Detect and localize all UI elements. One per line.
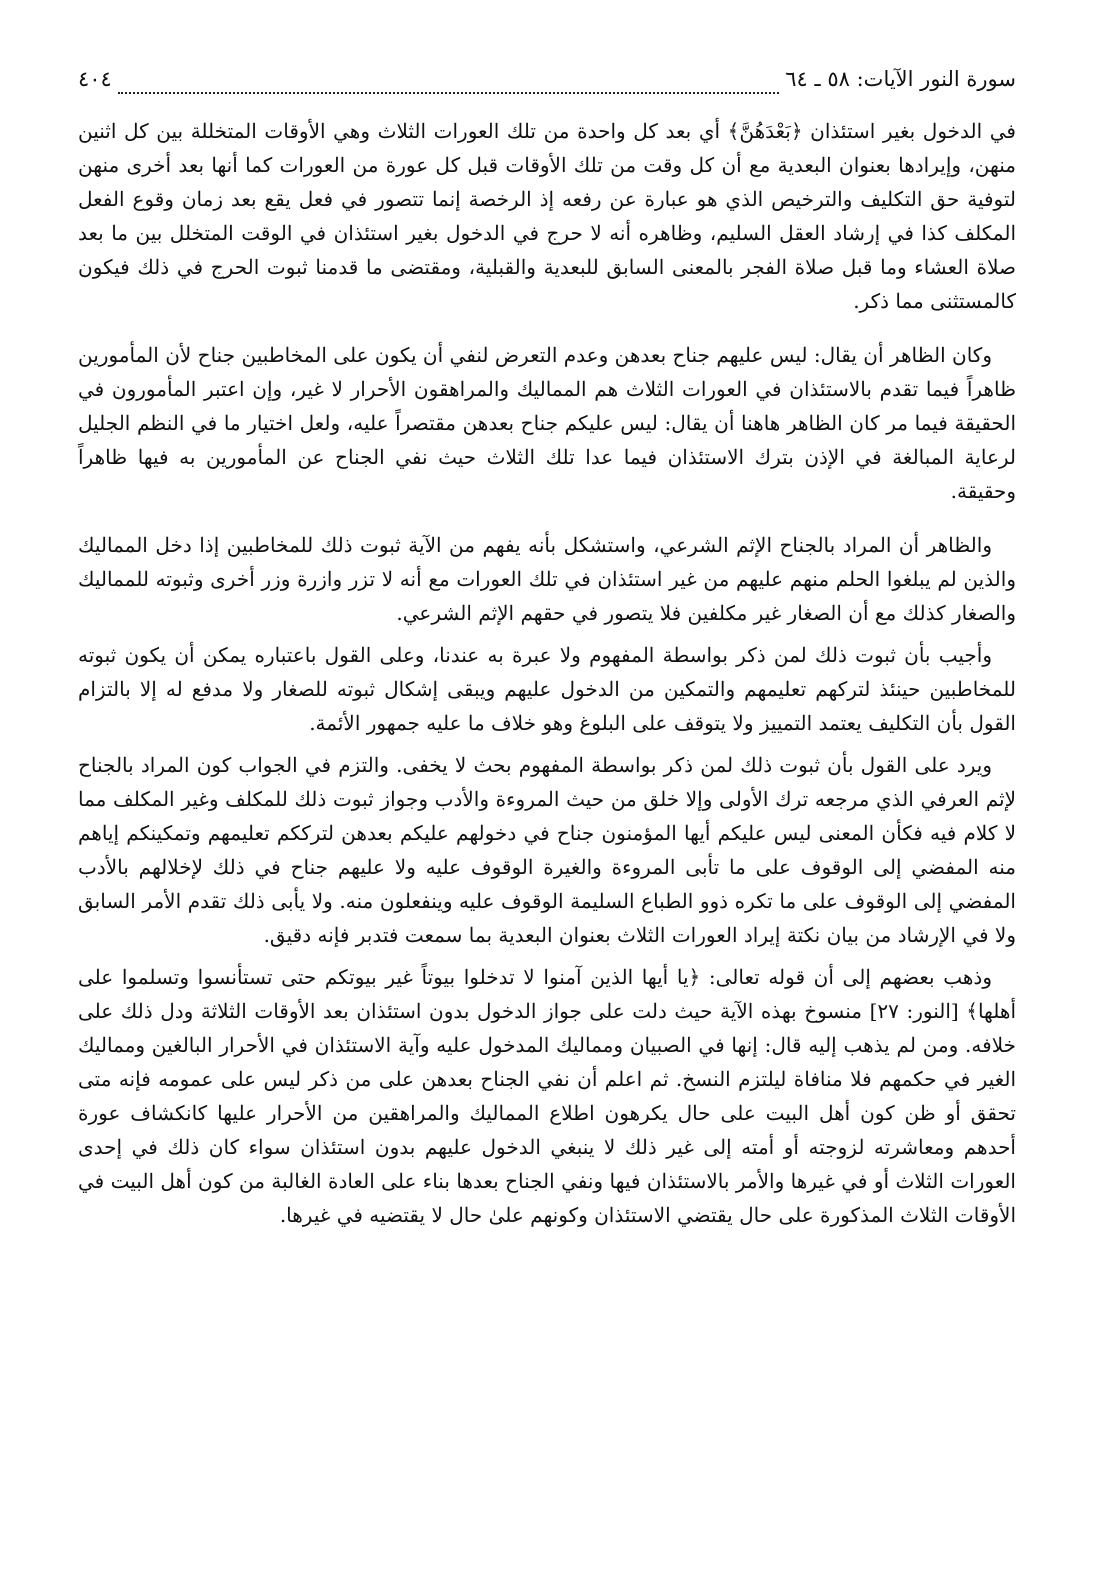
paragraph-1: في الدخول بغير استئذان ﴿بَعْدَهُنَّ﴾ أي بعد كل واحدة من تلك العورات الثلاث وهي الأوقات المتخللة بين كل اثنين منهن، وإيرادها بعنوان البعدية مع أن كل وقت من تلك الأوقات قبل كل عورة من العورات كما أنها بعد أخرى منهن لتوفية حق التكليف والترخيص الذي هو عبارة عن رفعه إذ الرخصة إنما تتصور في فعل يقع بعد زمان وقوع الفعل المكلف كذا في إرشاد العقل السليم، وظاهره أنه لا حرج في الدخول بغير استئذان في الوقت المتخلل بين ما بعد صلاة العشاء وما قبل صلاة الفجر بالمعنى السابق للبعدية والقبلية، ومقتضى ما قدمنا ثبوت الحرج في ذلك فيكون كالمستثنى مما ذكر. (78, 119, 1016, 313)
header-leader (78, 64, 785, 94)
book-page (78, 64, 1016, 1232)
running-title: سورة النور الآيات: ٥٨ ـ ٦٤ (785, 67, 1016, 91)
paragraph-5: ويرد على القول بأن ثبوت ذلك لمن ذكر بواسطة المفهوم بحث لا يخفى. والتزم في الجواب كون المراد بالجناح لإثم العرفي الذي مرجعه ترك الأولى وإلا خلق من حيث المروءة والأدب وجواز ثبوت ذلك للمكلف وغير المكلف مما لا كلام فيه فكأن المعنى ليس عليكم أيها المؤمنون جناح في دخولهم عليكم بعدهن لترككم تعليمهم وتمكينكم إياهم منه المفضي إلى الوقوف على ما تأبى المروءة والغيرة الوقوف عليه ولا عليهم جناح في ذلك لإخلالهم بالأدب المفضي إلى الوقوف على ما تكره ذوو الطباع السليمة الوقوف عليه وينفعلون منه. ولا يأبى ذلك تقدم الأمر السابق ولا في الإرشاد من بيان نكتة إيراد العورات الثلاث بعنوان البعدية بما سمعت فتدبر فإنه دقيق. (78, 753, 1016, 947)
paragraph-4: وأجيب بأن ثبوت ذلك لمن ذكر بواسطة المفهوم ولا عبرة به عندنا، وعلى القول باعتباره يمكن أن يكون ثبوته للمخاطبين حينئذ لتركهم تعليمهم والتمكين من الدخول عليهم ويبقى إشكال ثبوته للصغار ولا مدفع له إلا بالتزام القول بأن التكليف يعتمد التمييز ولا يتوقف على البلوغ وهو خلاف ما عليه جمهور الأئمة. (78, 643, 1016, 735)
paragraph-6: وذهب بعضهم إلى أن قوله تعالى: ﴿يا أيها الذين آمنوا لا تدخلوا بيوتاً غير بيوتكم حتى تستأنسوا وتسلموا على أهلها﴾ [النور: ٢٧] منسوخ بهذه الآية حيث دلت على جواز الدخول بدون استئذان بعد الأوقات الثلاثة ودل ذلك على خلافه. ومن لم يذهب إليه قال: إنها في الصبيان ومماليك المدخول عليه وآية الاستئذان في الأحرار البالغين ومماليك الغير في حكمهم فلا منافاة ليلتزم النسخ. ثم اعلم أن نفي الجناح بعدهن على من ذكر ليس على عمومه فإنه متى تحقق أو ظن كون أهل البيت على حال يكرهون اطلاع المماليك والمراهقين من الأحرار عليها كانكشاف عورة أحدهم ومعاشرته لزوجته أو أمته إلى غير ذلك لا ينبغي الدخول عليهم بدون استئذان سواء كان ذلك في إحدى العورات الثلاث أو في غيرها والأمر بالاستئذان فيها ونفي الجناح بعدها بناء على العادة الغالبة من كون أهل البيت في الأوقات الثلاث المذكورة على حال يقتضي الاستئذان وكونهم علىٰ حال لا يقتضيه في غيرها. (78, 965, 1017, 1227)
paragraph-gap (78, 952, 1016, 960)
paragraph-gap (78, 508, 1016, 528)
dotted-leader (118, 74, 779, 94)
page-header (78, 64, 1016, 98)
paragraph-2: وكان الظاهر أن يقال: ليس عليهم جناح بعدهن وعدم التعرض لنفي أن يكون على المخاطبين جناح لأن المأمورين ظاهراً فيما تقدم بالاستئذان في العورات الثلاث هم المماليك والمراهقون الأحرار لا غير، وإن اعتبر المأمورون في الحقيقة فيما مر كان الظاهر هاهنا أن يقال: ليس عليكم جناح بعدهن مقتصراً عليه، ولعل اختيار ما في النظم الجليل لرعاية المبالغة في الإذن بترك الاستئذان فيما عدا تلك الثلاث حيث نفي الجناح عن المأمورين به فيها ظاهراً وحقيقة. (78, 343, 1016, 503)
paragraph-gap (78, 318, 1016, 338)
paragraph-3: والظاهر أن المراد بالجناح الإثم الشرعي، واستشكل بأنه يفهم من الآية ثبوت ذلك للمخاطبين إذا دخل المماليك والذين لم يبلغوا الحلم منهم عليهم من غير استئذان في تلك العورات مع أنه لا تزر وازرة وزر أخرى وثبوته للمماليك والصغار كذلك مع أن الصغار غير مكلفين فلا يتصور في حقهم الإثم الشرعي. (78, 533, 1016, 625)
page-number: ٤٠٤ (78, 67, 112, 91)
page-body (78, 114, 1016, 1232)
paragraph-gap (78, 630, 1016, 638)
paragraph-gap (78, 740, 1016, 748)
